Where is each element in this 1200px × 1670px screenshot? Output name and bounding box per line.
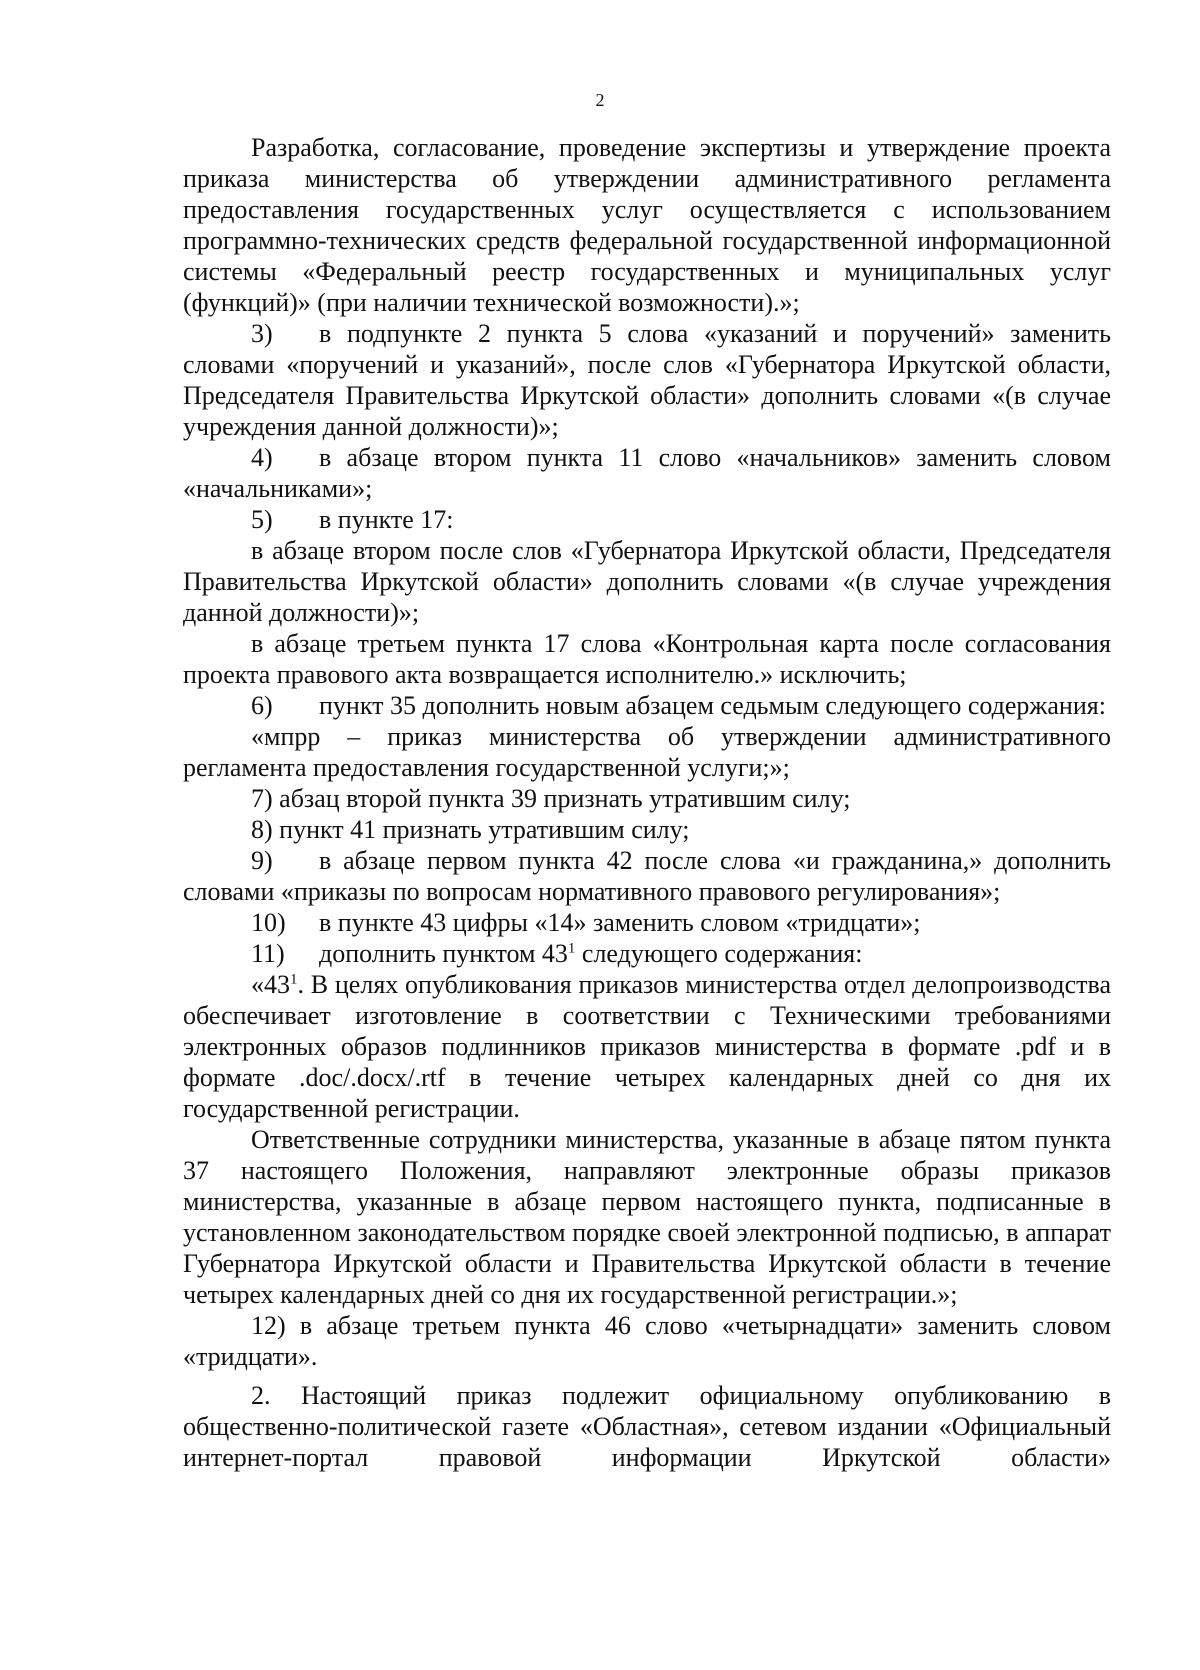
item-number: 6)	[251, 691, 273, 720]
item-number: 10)	[251, 908, 286, 937]
paragraph: Разработка, согласование, проведение экспертизы и утверждение проекта приказа министерства об утверждении административного регламента предоставления государственных услуг осуществляется с использованием программно-технических средств федеральной государственной информационной системы «Федеральный реестр государственных и муниципальных услуг (функций)» (при наличии технической возможности).»;	[183, 133, 1111, 317]
item-number: 5)	[251, 505, 273, 534]
item-number: 4)	[251, 443, 273, 472]
paragraph: Ответственные сотрудники министерства, указанные в абзаце пятом пункта 37 настоящего Положения, направляют электронные образы приказов министерства, указанные в абзаце первом настоящего пункта, подписанные в установленном законодательством порядке своей электронной подписью, в аппарат Губернатора Иркутской области и Правительства Иркутской области в течение четырех календарных дней со дня их государственной регистрации.»;	[183, 1125, 1111, 1309]
paragraph: 2. Настоящий приказ подлежит официальному опубликованию в общественно-политической газете «Областная», сетевом издании «Официальный интернет-портал правовой информации Иркутской области»	[183, 1381, 1111, 1472]
document-body	[183, 132, 1111, 1473]
paragraph: 9) в абзаце первом пункта 42 после слова «и гражданина,» дополнить словами «приказы по вопросам нормативного правового регулирования»;	[183, 846, 1111, 906]
paragraph: 5) в пункте 17:	[251, 505, 454, 534]
paragraph: 7) абзац второй пункта 39 признать утратившим силу;	[251, 784, 851, 813]
paragraph: 8) пункт 41 признать утратившим силу;	[251, 815, 690, 844]
paragraph: 4) в абзаце втором пункта 11 слово «начальников» заменить словом «начальниками»;	[183, 443, 1111, 503]
paragraph: в абзаце втором после слов «Губернатора Иркутской области, Председателя Правительства Иркутской области» дополнить словами «(в случае учреждения данной должности)»;	[183, 536, 1111, 627]
paragraph: «мпрр – приказ министерства об утверждении административного регламента предоставления государственной услуги;»;	[183, 722, 1111, 782]
paragraph: 12) в абзаце третьем пункта 46 слово «четырнадцати» заменить словом «тридцати».	[183, 1311, 1111, 1371]
superscript: 1	[567, 940, 576, 957]
item-number: 3)	[251, 319, 273, 348]
paragraph: 11) дополнить пунктом $43^1$ следующего содержания:	[251, 939, 863, 968]
item-number: 9)	[251, 846, 273, 875]
superscript: 1	[290, 971, 298, 988]
paragraph: в абзаце третьем пункта 17 слова «Контрольная карта после согласования проекта правового акта возвращается исполнителю.» исключить;	[183, 629, 1111, 689]
paragraph: 3) в подпункте 2 пункта 5 слова «указаний и поручений» заменить словами «поручений и указаний», после слов «Губернатора Иркутской области, Председателя Правительства Иркутской области» дополнить словами «(в случае учреждения данной должности)»;	[183, 319, 1111, 441]
paragraph: 6) пункт 35 дополнить новым абзацем седьмым следующего содержания:	[251, 691, 1106, 720]
paragraph: «$43^1$. В целях опубликования приказов министерства отдел делопроизводства обеспечивает изготовление в соответствии с Техническими требованиями электронных образов подлинников приказов министерства в формате .pdf и в формате .doc/.docx/.rtf в течение четырех календарных дней со дня их государственной регистрации.	[183, 970, 1111, 1123]
item-number: 11)	[251, 939, 285, 968]
page-number: 2	[595, 90, 605, 110]
paragraph: 10) в пункте 43 цифры «14» заменить словом «тридцати»;	[251, 908, 921, 937]
